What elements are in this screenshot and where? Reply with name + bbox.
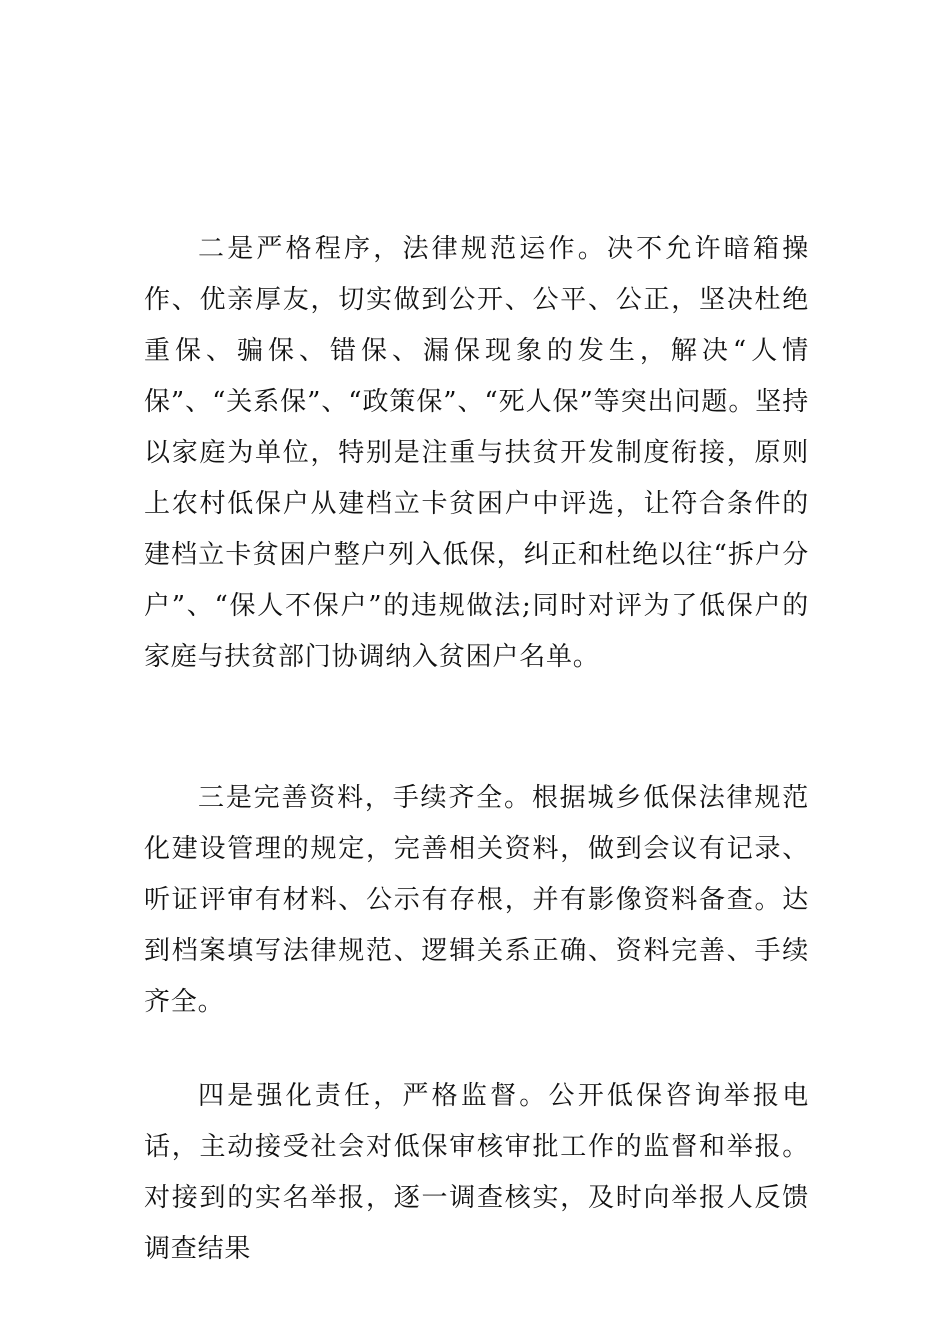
paragraph-supervision: 四是强化责任，严格监督。公开低保咨询举报电话，主动接受社会对低保审核审批工作的监督和举报。对接到的实名举报，逐一调查核实，及时向举报人反馈调查结果: [144, 1081, 809, 1264]
paragraph-materials: 三是完善资料，手续齐全。根据城乡低保法律规范化建设管理的规定，完善相关资料，做到会议有记录、听证评审有材料、公示有存根，并有影像资料备查。达到档案填写法律规范、逻辑关系正确、资料完善、手续齐全。: [144, 783, 809, 1017]
paragraph-procedures: 二是严格程序，法律规范运作。决不允许暗箱操作、优亲厚友，切实做到公开、公平、公正，坚决杜绝重保、骗保、错保、漏保现象的发生，解决“人情保”、“关系保”、“政策保”、“死人保”等突出问题。坚持以家庭为单位，特别是注重与扶贫开发制度衔接，原则上农村低保户从建档立卡贫困户中评选，让符合条件的建档立卡贫困户整户列入低保，纠正和杜绝以往“拆户分户”、“保人不保户”的违规做法;同时对评为了低保户的家庭与扶贫部门协调纳入贫困户名单。: [144, 234, 809, 672]
